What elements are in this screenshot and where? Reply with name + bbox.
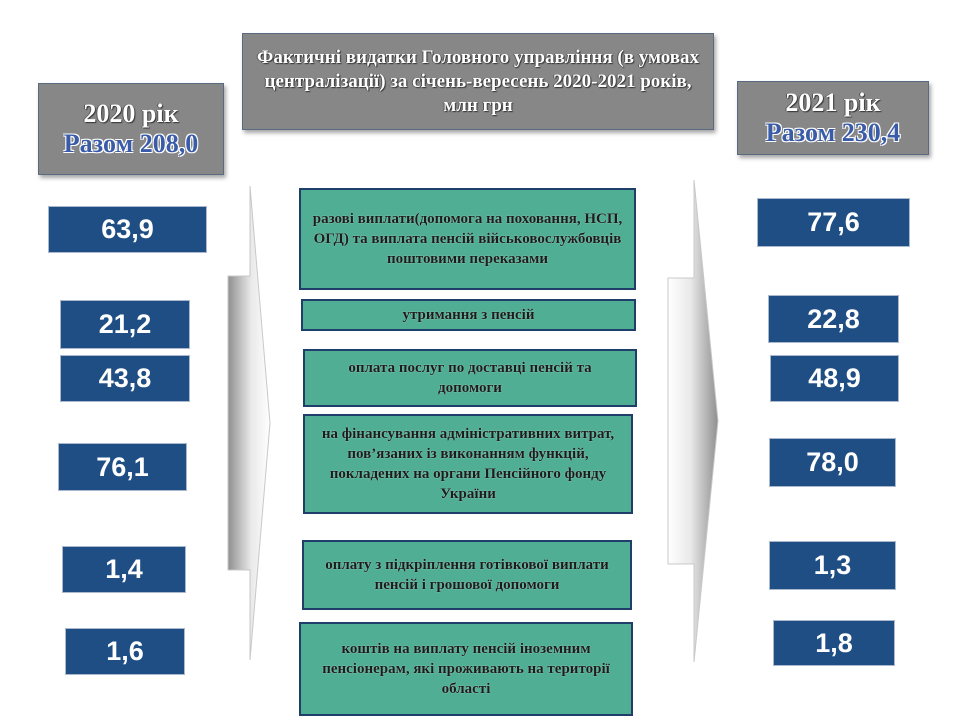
value-2020-2: 21,2 — [60, 300, 190, 349]
value-2021-1: 77,6 — [757, 198, 910, 247]
category-box: разові виплати(допомога на поховання, НСП, ОГД) та виплата пенсій військовослужбовців поштовими переказами — [299, 188, 636, 290]
arrow-right-icon — [222, 182, 274, 664]
category-box: на фінансування адміністративних витрат, пов’язаних із виконанням функцій, покладених на органи Пенсійного фонду України — [303, 414, 633, 514]
value-2020-1: 63,9 — [48, 206, 207, 253]
page-title: Фактичні видатки Головного управління (в умовах централізації) за січень-вересень 2020-2021 років, млн грн — [257, 46, 699, 116]
value-2021-3: 48,9 — [770, 355, 899, 402]
value-2020-6: 1,6 — [65, 628, 185, 675]
value-2021-4: 78,0 — [769, 438, 896, 487]
category-box: утримання з пенсій — [301, 299, 636, 331]
year-2020-total: Разом 208,0 — [63, 129, 199, 158]
category-box: оплата послуг по доставці пенсій та допомоги — [303, 349, 637, 407]
year-2021-label: 2021 рік — [785, 88, 881, 117]
value-2021-2: 22,8 — [768, 295, 899, 343]
value-2021-5: 1,3 — [769, 541, 896, 590]
year-2021-header — [737, 81, 929, 155]
year-2020-header — [38, 83, 224, 175]
title-box — [242, 33, 714, 130]
year-2021-total: Разом 230,4 — [765, 118, 901, 147]
category-box: оплату з підкріплення готівкової виплати пенсій і грошової допомоги — [302, 540, 632, 610]
category-box: коштів на виплату пенсій іноземним пенсіонерам, які проживають на території області — [299, 622, 633, 716]
value-2020-3: 43,8 — [60, 355, 190, 402]
year-2020-label: 2020 рік — [83, 99, 179, 128]
arrow-right-icon — [664, 178, 720, 664]
value-2020-4: 76,1 — [58, 443, 187, 491]
value-2020-5: 1,4 — [62, 546, 186, 593]
value-2021-6: 1,8 — [773, 620, 895, 666]
